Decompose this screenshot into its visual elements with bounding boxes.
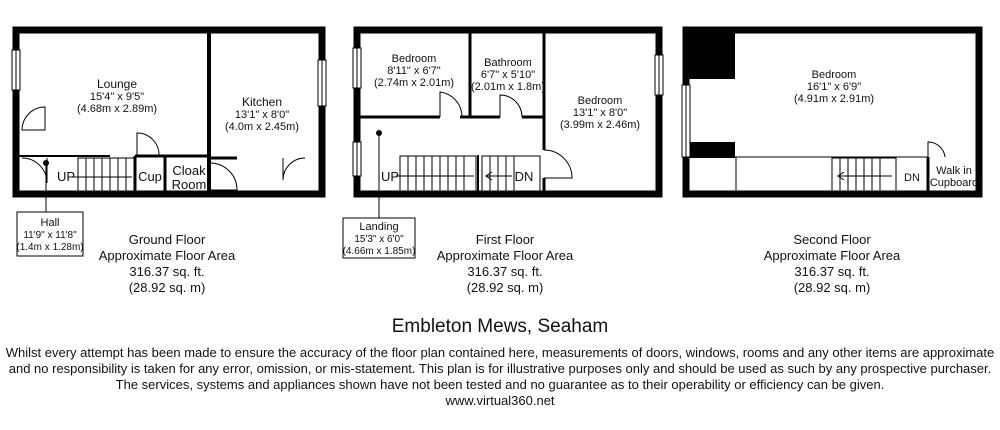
second-floor-sqft: 316.37 sq. ft. xyxy=(794,264,870,279)
ground-floor-name: Ground Floor xyxy=(128,232,206,247)
first-floor-plan xyxy=(343,30,663,258)
second-bedroom-label: Bedroom xyxy=(811,69,857,81)
bedroom2-dim-metric: (3.99m x 2.46m) xyxy=(559,119,641,131)
kitchen-door xyxy=(283,158,305,180)
lounge-dim-metric: (4.68m x 2.89m) xyxy=(76,103,158,115)
second-floor-caption: Approximate Floor Area xyxy=(763,248,901,263)
second-floor-name: Second Floor xyxy=(793,232,871,247)
kitchen-dim-metric: (4.0m x 2.45m) xyxy=(225,121,299,133)
bedroom1-dim-imperial: 8'11" x 6'7" xyxy=(387,65,441,77)
cup-label: Cup xyxy=(138,169,162,184)
bedroom2-label: Bedroom xyxy=(577,95,623,107)
first-floor-area xyxy=(430,232,580,296)
ground-stairs-up-label: UP xyxy=(56,169,76,184)
cloak-room-label-1: Cloak xyxy=(172,163,206,178)
landing-dim-imperial: 15'3" x 6'0" xyxy=(354,234,404,245)
second-stairs-dn-label: DN xyxy=(904,172,920,184)
disclaimer-line-1: Whilst every attempt has been made to ensure the accuracy of the floor plan contained here, measurements of doors, windows, rooms and any other items are approximate xyxy=(5,345,995,360)
landing-label: Landing xyxy=(359,221,399,233)
second-floor-stairs xyxy=(832,158,896,192)
eaves-block xyxy=(683,27,735,79)
first-floor-sqm: (28.92 sq. m) xyxy=(466,280,544,295)
cup-door xyxy=(137,133,159,156)
hall-dim-metric: (1.4m x 1.28m) xyxy=(16,242,84,253)
lounge-label: Lounge xyxy=(96,77,138,91)
second-bedroom-dim-imperial: 16'1" x 6'9" xyxy=(806,81,862,93)
bedroom1-dim-metric: (2.74m x 2.01m) xyxy=(373,77,455,89)
bedroom1-label: Bedroom xyxy=(391,53,437,65)
disclaimer xyxy=(0,345,1000,409)
ground-floor-area xyxy=(92,232,242,296)
cupboard-label-1: Walk in xyxy=(936,165,972,177)
cupboard-door xyxy=(928,142,945,157)
kitchen-dim-imperial: 13'1" x 8'0" xyxy=(234,109,290,121)
chimney-block xyxy=(683,142,735,158)
first-floor-sqft: 316.37 sq. ft. xyxy=(467,264,543,279)
landing-dim-metric: (4.66m x 1.85m) xyxy=(342,246,416,257)
second-bedroom-dim-metric: (4.91m x 2.91m) xyxy=(793,93,875,105)
ground-floor-plan xyxy=(12,30,326,256)
cloak-door xyxy=(210,163,237,190)
second-floor-sqm: (28.92 sq. m) xyxy=(793,280,871,295)
hall-dim-imperial: 11'9" x 11'8" xyxy=(23,230,77,241)
cloak-room-label-2: Room xyxy=(171,177,207,192)
lounge-dim-imperial: 15'4" x 9'5" xyxy=(89,91,145,103)
disclaimer-line-3: The services, systems and appliances shown have not been tested and no guarantee as to their operability or efficiency can be given. xyxy=(115,377,885,392)
ground-floor-caption: Approximate Floor Area xyxy=(98,248,236,263)
bathroom-label: Bathroom xyxy=(484,57,532,69)
disclaimer-line-2: and no responsibility is taken for any error, omission, or mis-statement. This plan is for illustrative purposes only and should be used as such by any prospective purchaser. xyxy=(8,361,992,376)
ground-stairs xyxy=(72,158,134,192)
property-title: Embleton Mews, Seaham xyxy=(391,316,609,337)
bedroom2-door xyxy=(544,150,572,178)
first-floor-name: First Floor xyxy=(475,232,535,247)
kitchen-label: Kitchen xyxy=(241,95,283,109)
hall-door xyxy=(22,158,47,183)
bedroom2-dim-imperial: 13'1" x 8'0" xyxy=(572,107,628,119)
ground-floor-sqft: 316.37 sq. ft. xyxy=(129,264,205,279)
first-stairs-up-label: UP xyxy=(380,169,400,184)
bathroom-door xyxy=(500,95,522,117)
website-link[interactable]: www.virtual360.net xyxy=(445,393,555,408)
first-stairs-dn-label: DN xyxy=(514,169,534,184)
hall-label: Hall xyxy=(40,217,60,229)
lounge-door xyxy=(22,107,45,130)
cupboard-label-2: Cupboard xyxy=(929,177,979,189)
second-floor-area xyxy=(757,232,907,296)
first-floor-caption: Approximate Floor Area xyxy=(436,248,574,263)
second-floor-plan xyxy=(682,27,979,194)
bathroom-dim-imperial: 6'7" x 5'10" xyxy=(480,69,536,81)
bathroom-dim-metric: (2.01m x 1.8m) xyxy=(471,81,545,93)
ground-floor-sqm: (28.92 sq. m) xyxy=(128,280,206,295)
bedroom-door xyxy=(440,92,462,117)
